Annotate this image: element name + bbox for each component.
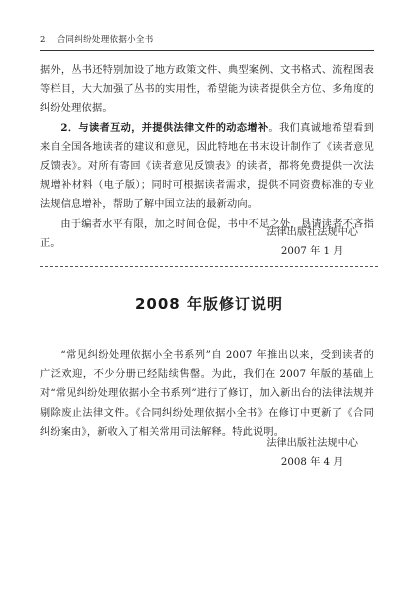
revision-paragraph: “常见纠纷处理依据小全书系列”自 2007 年推出以来，受到读者的广泛欢迎，不少分册已经陆续售罄。为此，我们在 2007 年版的基础上对“常见纠纷处理依据小全书系列”进行了修订，加入新出台的法律法规并剔除废止法律文件。《合同纠纷处理依据小全书》在修订中更新了《合同纠纷案由》，新收入了相关常用司法解释。特此说明。 (40, 350, 374, 438)
date-2007: 2007 年 1 月 (280, 246, 344, 258)
page-number: 2 (40, 35, 46, 45)
revision-title: 2008 年版修订说明 (135, 295, 283, 313)
point-2-lead: 2．与读者互动，并提供法律文件的动态增补 (60, 121, 269, 134)
date-2008: 2008 年 4 月 (280, 457, 344, 469)
continued-line-1: 据外，丛书还特别加设了地方政策文件、典型案例、文书格式、流程图表等栏 (40, 65, 374, 96)
publisher-2007: 法律出版社法规中心 (266, 227, 358, 238)
continued-line-3: 理依据。 (71, 103, 113, 115)
revision-text (40, 346, 374, 442)
book-title: 合同纠纷处理依据小全书 (56, 35, 154, 45)
point-2-paragraph (40, 119, 374, 215)
point-2-text: 。我们真诚地希望看到来自全国各地读者的建议和意见，因此特地在书末设计制作了《读者意见反馈表》。对所有寄回《读者意见反馈表》的读者，都将免费提供一次法规增补材料（电子版）；同时可根据读者需求，提供不同资费标准的专业法规信息增补，帮助了解中国立法的最新动向。 (40, 122, 374, 211)
dotted-divider (40, 266, 378, 267)
signature-2007 (266, 223, 358, 261)
continued-line-2: 目，大大加强了丛书的实用性，希望能为读者提供全方位、多角度的纠纷处 (40, 84, 375, 115)
signature-2008 (266, 434, 358, 472)
closing-paragraph: 由于编者水平有限，加之时间仓促，书中不足之处，恳请读者不吝指正。 (40, 218, 374, 249)
publisher-2008: 法律出版社法规中心 (266, 438, 358, 449)
running-header (40, 33, 154, 45)
continued-paragraph (40, 61, 374, 119)
header-rule (40, 50, 374, 51)
